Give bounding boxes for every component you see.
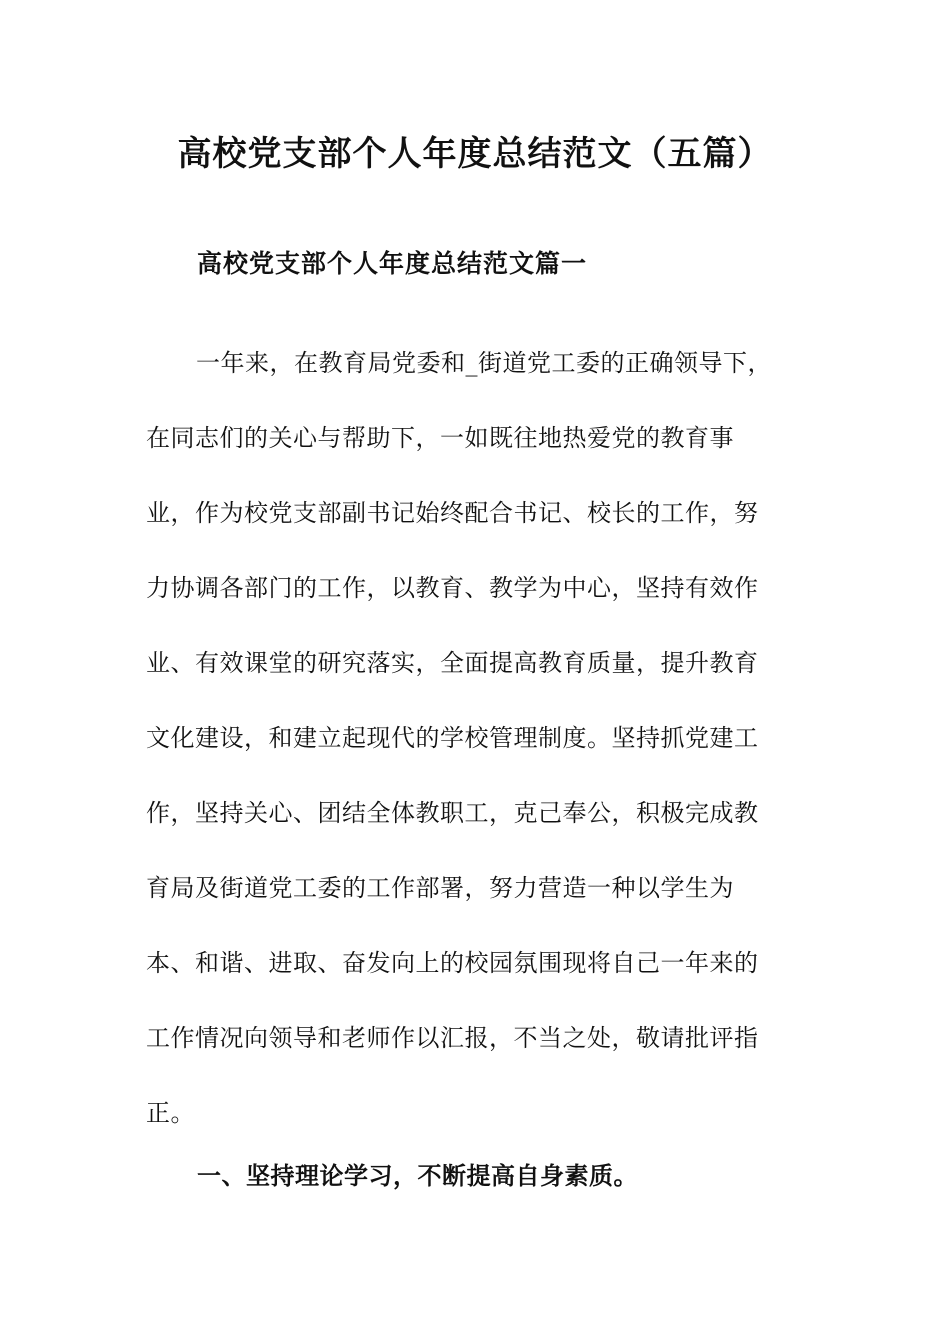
paragraph-line: 业、有效课堂的研究落实，全面提高教育质量，提升教育: [146, 649, 759, 677]
paragraph-line: 一年来，在教育局党委和_街道党工委的正确领导下，: [196, 349, 772, 377]
paragraph-line: 育局及街道党工委的工作部署，努力营造一种以学生为: [146, 874, 734, 902]
paragraph-line: 业，作为校党支部副书记始终配合书记、校长的工作，努: [146, 499, 759, 527]
paragraph-line: 本、和谐、进取、奋发向上的校园氛围现将自己一年来的: [146, 949, 759, 977]
paragraph-line: 在同志们的关心与帮助下，一如既往地热爱党的教育事: [146, 424, 734, 452]
document-title: 高校党支部个人年度总结范文（五篇）: [177, 134, 773, 174]
paragraph-line: 作，坚持关心、团结全体教职工，克己奉公，积极完成教: [146, 799, 759, 827]
subheading: 一、坚持理论学习，不断提高自身素质。: [197, 1161, 638, 1190]
body-paragraph: [146, 343, 786, 1168]
paragraph-line: 力协调各部门的工作，以教育、教学为中心，坚持有效作: [146, 574, 759, 602]
paragraph-line: 正。: [146, 1099, 195, 1127]
section-heading: 高校党支部个人年度总结范文篇一: [197, 249, 588, 278]
paragraph-line: 工作情况向领导和老师作以汇报，不当之处，敬请批评指: [146, 1024, 759, 1052]
paragraph-line: 文化建设，和建立起现代的学校管理制度。坚持抓党建工: [146, 724, 759, 752]
